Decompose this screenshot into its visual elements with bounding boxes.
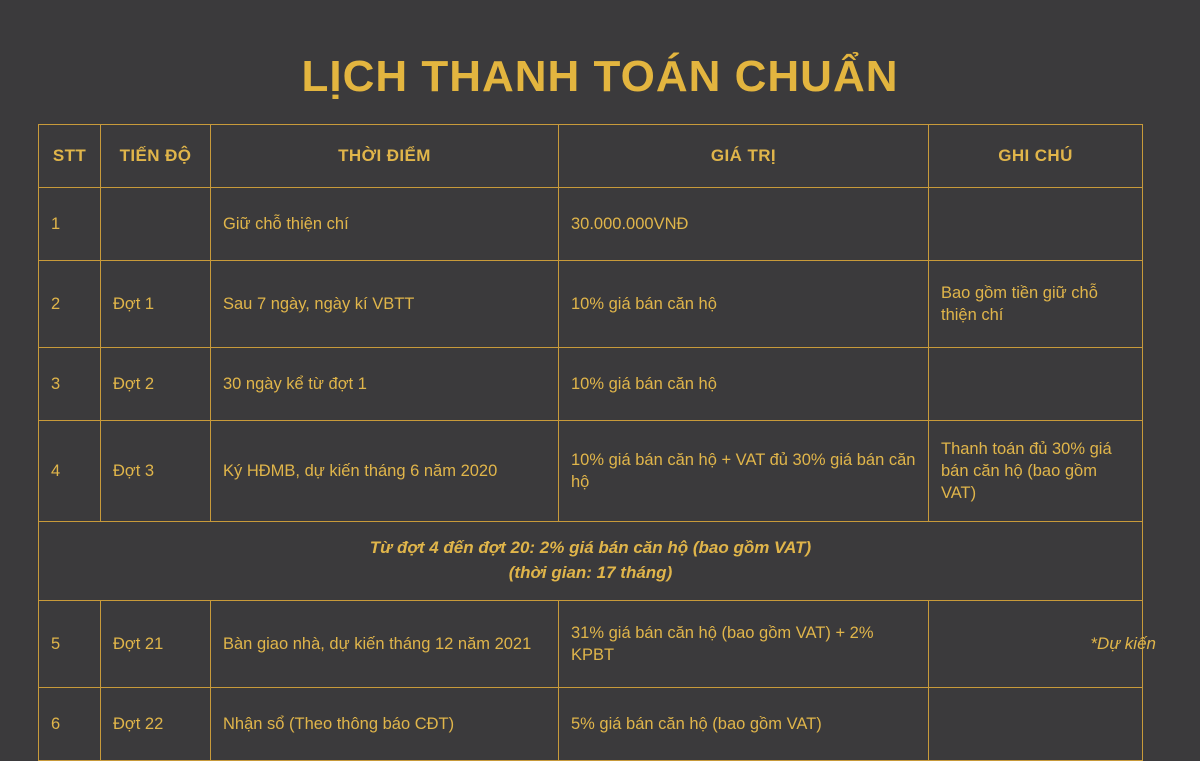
cell-thoi-diem: Nhận sổ (Theo thông báo CĐT): [211, 688, 559, 761]
cell-stt: 4: [39, 421, 101, 522]
cell-ghi-chu: Thanh toán đủ 30% giá bán căn hộ (bao gồm VAT): [929, 421, 1143, 522]
cell-tien-do: Đợt 2: [101, 348, 211, 421]
cell-thoi-diem: Giữ chỗ thiện chí: [211, 188, 559, 261]
note-line-2: (thời gian: 17 tháng): [508, 563, 673, 582]
cell-gia-tri: 31% giá bán căn hộ (bao gồm VAT) + 2% KPBT: [559, 601, 929, 688]
cell-ghi-chu: [929, 688, 1143, 761]
column-header-thoi-diem: THỜI ĐIỂM: [211, 125, 559, 188]
table-row: [39, 421, 1143, 522]
table-row: [39, 601, 1143, 688]
column-header-ghi-chu: GHI CHÚ: [929, 125, 1143, 188]
footnote: *Dự kiến: [1090, 634, 1156, 653]
cell-stt: 5: [39, 601, 101, 688]
table-header-row: [39, 125, 1143, 188]
column-header-stt: STT: [39, 125, 101, 188]
column-header-gia-tri: GIÁ TRỊ: [559, 125, 929, 188]
table-header: [39, 125, 1143, 188]
table-row: [39, 688, 1143, 761]
cell-stt: 3: [39, 348, 101, 421]
cell-stt: 6: [39, 688, 101, 761]
note-cell: [39, 522, 1143, 601]
table-note-row: [39, 522, 1143, 601]
cell-thoi-diem: 30 ngày kể từ đợt 1: [211, 348, 559, 421]
table-row: [39, 348, 1143, 421]
table-row: [39, 188, 1143, 261]
cell-ghi-chu: Bao gồm tiền giữ chỗ thiện chí: [929, 261, 1143, 348]
cell-stt: 2: [39, 261, 101, 348]
cell-tien-do: Đợt 1: [101, 261, 211, 348]
payment-schedule-table-container: [38, 124, 1142, 761]
column-header-tien-do: TIẾN ĐỘ: [101, 125, 211, 188]
cell-gia-tri: 10% giá bán căn hộ + VAT đủ 30% giá bán căn hộ: [559, 421, 929, 522]
cell-gia-tri: 5% giá bán căn hộ (bao gồm VAT): [559, 688, 929, 761]
cell-tien-do: [101, 188, 211, 261]
cell-stt: 1: [39, 188, 101, 261]
cell-gia-tri: 10% giá bán căn hộ: [559, 348, 929, 421]
note-line-1: Từ đợt 4 đến đợt 20: 2% giá bán căn hộ (bao gồm VAT): [369, 538, 812, 558]
cell-tien-do: Đợt 22: [101, 688, 211, 761]
cell-thoi-diem: Sau 7 ngày, ngày kí VBTT: [211, 261, 559, 348]
cell-tien-do: Đợt 21: [101, 601, 211, 688]
page-title: LỊCH THANH TOÁN CHUẨN: [301, 52, 899, 101]
cell-tien-do: Đợt 3: [101, 421, 211, 522]
cell-thoi-diem: Bàn giao nhà, dự kiến tháng 12 năm 2021: [211, 601, 559, 688]
table-row: [39, 261, 1143, 348]
cell-ghi-chu: [929, 188, 1143, 261]
payment-schedule-table: [38, 124, 1143, 761]
cell-ghi-chu: [929, 348, 1143, 421]
cell-gia-tri: 30.000.000VNĐ: [559, 188, 929, 261]
cell-thoi-diem: Ký HĐMB, dự kiến tháng 6 năm 2020: [211, 421, 559, 522]
cell-gia-tri: 10% giá bán căn hộ: [559, 261, 929, 348]
